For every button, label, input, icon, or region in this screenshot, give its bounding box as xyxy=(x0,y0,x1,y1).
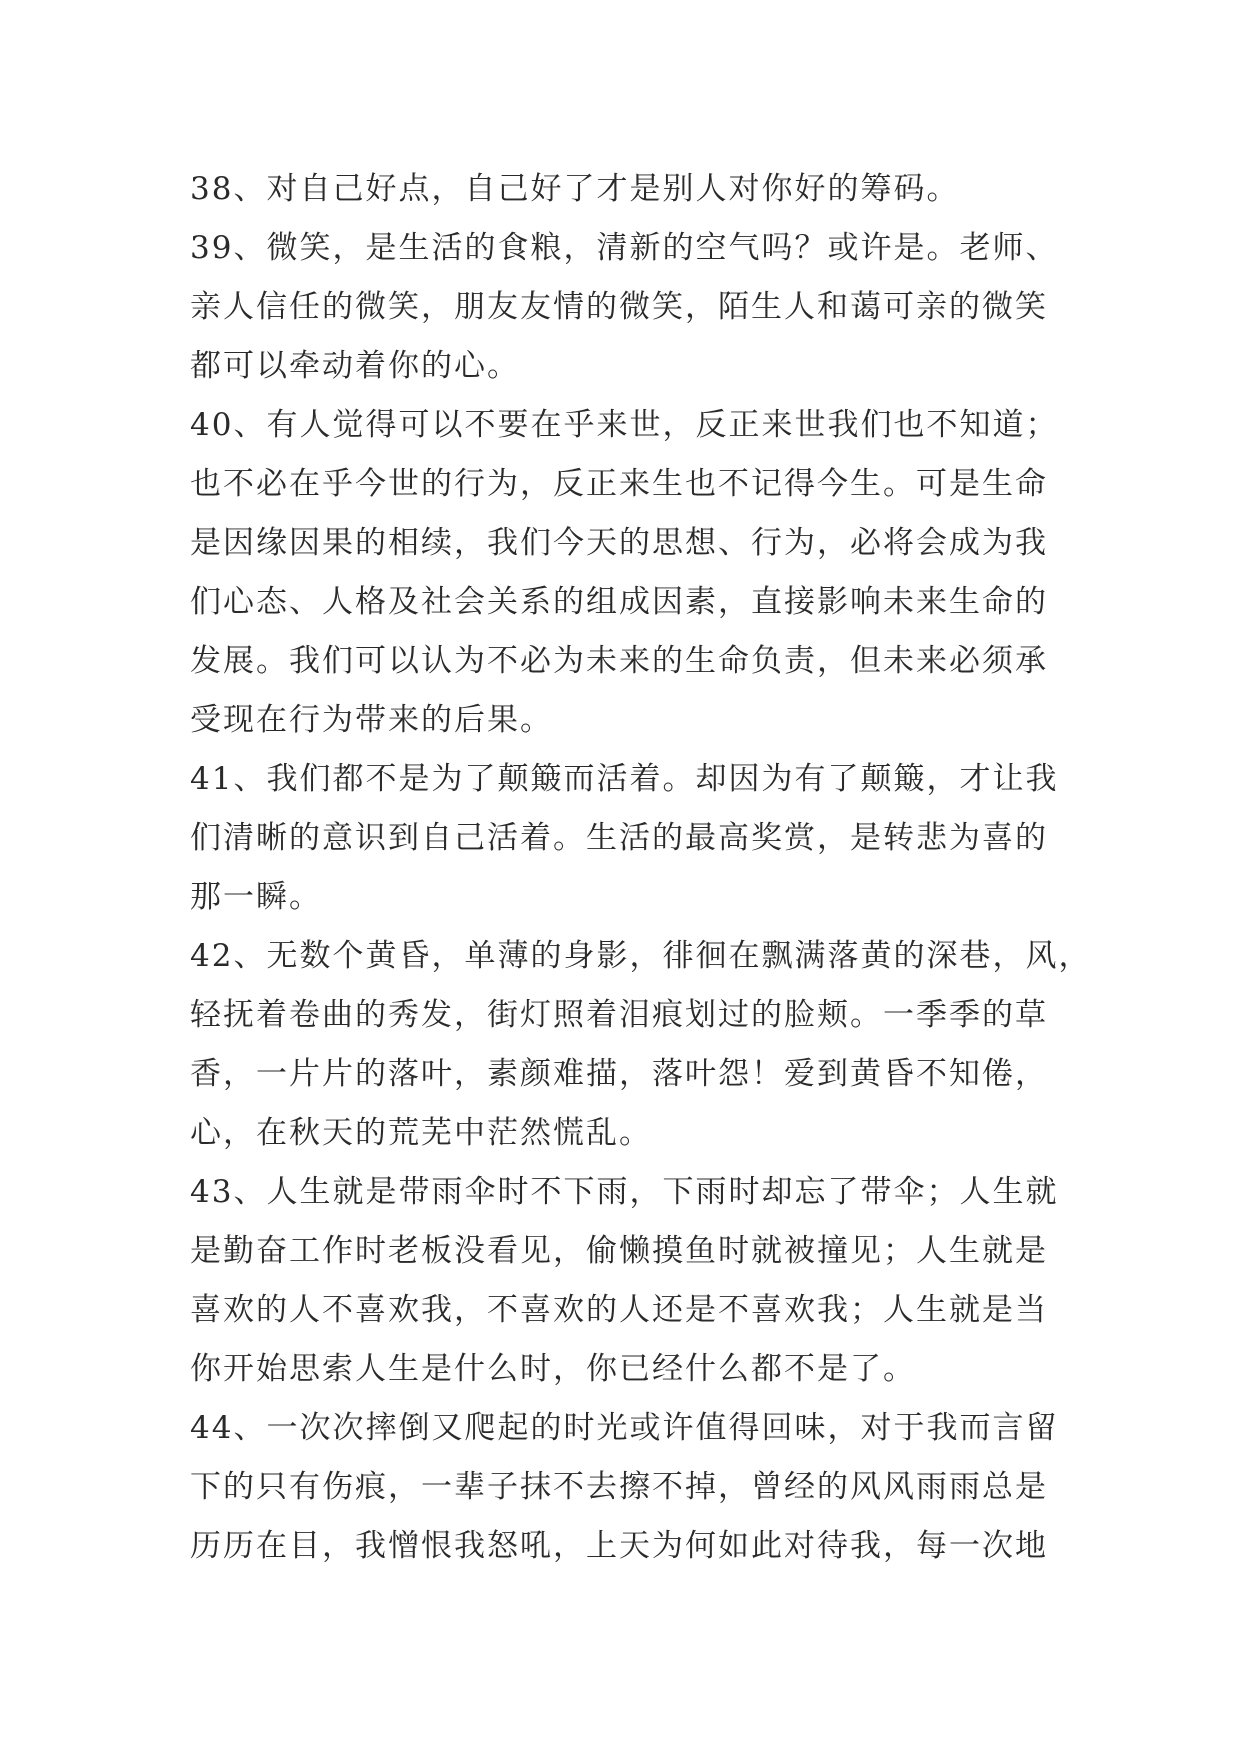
text-line: 43、人生就是带雨伞时不下雨，下雨时却忘了带伞；人生就 xyxy=(190,1174,1059,1210)
text-line: 们清晰的意识到自己活着。生活的最高奖赏，是转悲为喜的 xyxy=(190,820,1048,856)
text-line: 那一瞬。 xyxy=(190,879,322,915)
text-line: 40、有人觉得可以不要在乎来世，反正来世我们也不知道； xyxy=(190,407,1059,443)
text-line: 38、对自己好点，自己好了才是别人对你好的筹码。 xyxy=(190,171,960,207)
text-line: 也不必在乎今世的行为，反正来生也不记得今生。可是生命 xyxy=(190,466,1048,502)
text-line: 喜欢的人不喜欢我，不喜欢的人还是不喜欢我；人生就是当 xyxy=(190,1292,1048,1328)
text-line: 你开始思索人生是什么时，你已经什么都不是了。 xyxy=(190,1351,916,1387)
text-line: 受现在行为带来的后果。 xyxy=(190,702,553,738)
text-line: 下的只有伤痕，一辈子抹不去擦不掉，曾经的风风雨雨总是 xyxy=(190,1469,1048,1505)
text-line: 是勤奋工作时老板没看见，偷懒摸鱼时就被撞见；人生就是 xyxy=(190,1233,1048,1269)
document-body xyxy=(190,160,1092,1576)
text-line: 们心态、人格及社会关系的组成因素，直接影响未来生命的 xyxy=(190,584,1048,620)
text-line: 42、无数个黄昏，单薄的身影，徘徊在飘满落黄的深巷，风， xyxy=(190,938,1092,974)
text-line: 41、我们都不是为了颠簸而活着。却因为有了颠簸，才让我 xyxy=(190,761,1059,797)
text-line: 香，一片片的落叶，素颜难描，落叶怨！爱到黄昏不知倦， xyxy=(190,1056,1048,1092)
text-line: 发展。我们可以认为不必为未来的生命负责，但未来必须承 xyxy=(190,643,1048,679)
text-line: 是因缘因果的相续，我们今天的思想、行为，必将会成为我 xyxy=(190,525,1048,561)
text-line: 都可以牵动着你的心。 xyxy=(190,348,520,384)
text-line: 轻抚着卷曲的秀发，街灯照着泪痕划过的脸颊。一季季的草 xyxy=(190,997,1048,1033)
text-line: 44、一次次摔倒又爬起的时光或许值得回味，对于我而言留 xyxy=(190,1410,1059,1446)
text-line: 心，在秋天的荒芜中茫然慌乱。 xyxy=(190,1115,652,1151)
text-line: 历历在目，我憎恨我怒吼，上天为何如此对待我，每一次地 xyxy=(190,1528,1048,1564)
text-line: 39、微笑，是生活的食粮，清新的空气吗？或许是。老师、 xyxy=(190,230,1059,266)
text-line: 亲人信任的微笑，朋友友情的微笑，陌生人和蔼可亲的微笑 xyxy=(190,289,1048,325)
